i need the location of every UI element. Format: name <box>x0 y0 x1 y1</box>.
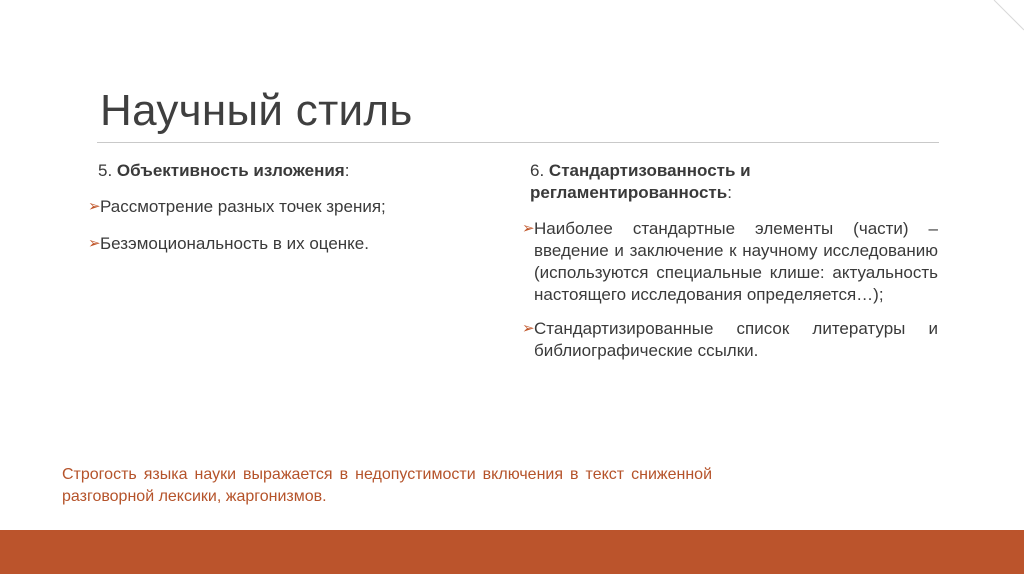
arrow-bullet-icon: ➢ <box>522 320 535 337</box>
right-column <box>522 160 938 374</box>
left-heading-number: 5. <box>98 161 113 180</box>
list-item <box>522 218 938 306</box>
bullet-text: Наиболее стандартные элементы (части) – введение и заключение к научному исследованию (используются специальные клише: актуальность настоящего исследования определяется…); <box>534 219 938 304</box>
bottom-accent-bar <box>0 530 1024 574</box>
list-item <box>522 318 938 362</box>
bullet-text: Рассмотрение разных точек зрения; <box>100 197 386 216</box>
bullet-text: Безэмоциональность в их оценке. <box>100 234 369 253</box>
arrow-bullet-icon: ➢ <box>88 198 101 215</box>
bullet-text: Стандартизированные список литературы и библиографические ссылки. <box>534 319 938 360</box>
corner-decoration <box>984 0 1024 40</box>
arrow-bullet-icon: ➢ <box>522 220 535 237</box>
left-heading-colon: : <box>344 161 350 180</box>
list-item <box>88 233 468 255</box>
footer-note: Строгость языка науки выражается в недопустимости включения в текст сниженной разговорной лексики, жаргонизмов. <box>62 466 712 505</box>
slide-title: Научный стиль <box>100 86 413 135</box>
title-divider <box>97 142 939 143</box>
right-heading-colon: : <box>727 183 732 202</box>
right-heading <box>522 160 938 204</box>
right-heading-number: 6. <box>530 161 545 180</box>
left-heading-text: Объективность изложения <box>116 161 345 180</box>
left-heading <box>88 160 468 182</box>
arrow-bullet-icon: ➢ <box>88 235 101 252</box>
left-column <box>88 160 468 270</box>
right-heading-text: Стандартизованность и регламентированность <box>530 161 751 202</box>
list-item <box>88 196 468 218</box>
